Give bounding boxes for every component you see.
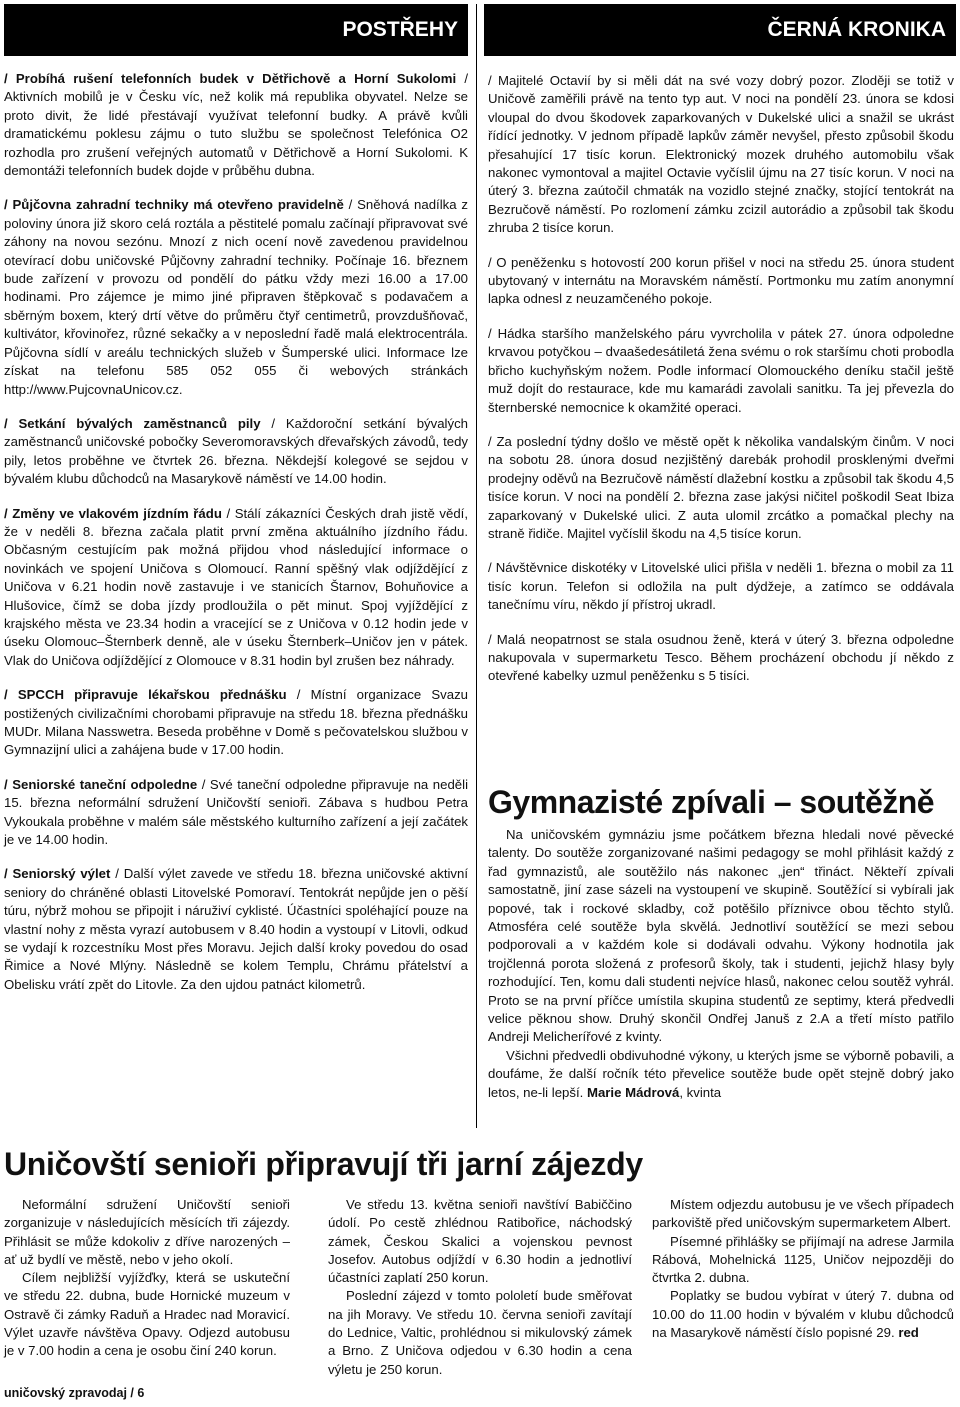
section-title-postrehy: POSTŘEHY [342, 18, 458, 41]
page-footer: uničovský zpravodaj / 6 [4, 1386, 145, 1400]
news-item: / Seniorský výlet / Další výlet zavede ve středu 18. března uničovské aktivní seniory do chráněné oblasti Litovelské Pomoraví. Tentokrát nepůjde jen o pěší túru, nýbrž mohou se připojit i náruživí cyklisté. Účastníci spoléhající pouze na vlastní nohy z města vyrazí autobusem v 8.40 hodin a vystoupí v Litovli, odkud se vydají k rozcestníku Most přes Moravu. Jejich další kroky povedou do osad Řimice a Nové Mlýny. Následně se kolem Templu, Chrámu přátelství a Obelisku vrátí zpět do Litovle. Za den ujdou patnáct kilometrů. [4, 866, 469, 992]
crime-item: / Hádka staršího manželského páru vyvrcholila v pátek 27. února odpoledne krvavou potyčkou – dvaašedesátiletá žena svému o rok staršímu choti probodla břicho kuchyňským nožem. Podle informací Olomouckého deníku stačil ještě muž dojít do restaurace, kde mu kamarádi zavolali sanitku. Ta jej převezla do šternberské nemocnice k okamžité operaci. [488, 325, 954, 415]
seniori-column-2: Ve středu 13. května senioři navštíví Babiččino údolí. Po cestě zhlédnou Ratibořice, náchodský zámek, Českou Skalici a vojenskou pevnost Josefov. Autobus odjíždí v 6.30 hodin a jednotliví účastníci zaplatí 250 korun. Poslední zájezd v tomto pololetí bude směřovat na jih Moravy. Ve středu 10. června senioři zavítají do Lednice, Valtic, prohlédnou si mikulovský zámek a Brno. Z Uničova odjedou v 6.30 hodin a cena výletu je 250 korun. [328, 1197, 632, 1377]
seniori-column-3: Místem odjezdu autobusu je ve všech případech parkoviště před uničovským supermarketem Albert. Písemné přihlášky se přijímají na adrese Jarmila Rábová, Mohelnická 1125, Uničov nejpozději do čtvrtka 2. dubna. Poplatky se budou vybírat v úterý 7. dubna od 10.00 do 11.00 hodin v bývalém v klubu důchodců na Masarykově náměstí číslo popisné 29. red [652, 1197, 954, 1341]
crime-item: / O peněženku s hotovostí 200 korun přišel v noci na středu 25. února student ubytovaný v internátu na Moravském náměstí. Portmonku mu zatím anonymní lapka odnesl z neuzamčeného pokoje. [488, 254, 954, 307]
crime-item: / Za poslední týdny došlo ve městě opět k několika vandalským činům. V noci na sobotu 28. února dosud nezjištěný darebák prohodil prosklenými dveřmi prodejny oděvů na Bezručově náměstí dlažební kostku a způsobil tak škodu 4,5 tisíce korun. V noci na pondělí 2. března zase jakýsi ničitel poškodil Seat Ibiza zaparkovaný v Dukelské ulici. Z auta ulomil zrcátko a pomačkal plechy na straně řidiče. Majitel vyčíslil škodu na 4,5 tisíce korun. [488, 433, 954, 541]
article-paragraph: Na uničovském gymnáziu jsme počátkem března hledali nové pěvecké talenty. Do soutěže zorganizované našimi pedagogy se mohl přihlásit každý z řad gymnazistů, ale soutěžilo nás nakonec „jen“ třináct. Někteří zpívali samostatně, jiní zase sázeli na vystoupení ve skupině. Soutěžící si vybírali jak popové, tak i rockové skladby, což potěšilo příznivce obou těchto stylů. Atmosféra celé soutěže byla skvělá. Jednotliví soutěžící se mezi sebou podporovali a v každém kole si dodávali odvahu. Výkony hodnotila jak trojčlenná porota složená z profesorů školy, tak i studenti, jejichž hlasy byly rozhodující. Ten, komu dali studenti nejvíce hlasů, nakonec celou soutěž vyhrál. Proto se na první příčce umístila skupina studentů ze septimy, která předvedli velice pěknou show. Druhý skončil Ondřej Januš z 2.A a třetí místo patřilo Andreji Melicherířové z kvinty. [488, 827, 954, 1045]
seniori-column-1: Neformální sdružení Uničovští senioři zorganizuje v následujících měsících tři zájezdy. Přihlásit se může kdokoliv z dříve narozených – ať už bydlí ve městě, nebo v jeho okolí. Cílem nejbližší vyjížďky, která se uskuteční ve středu 22. dubna, bude Hornické muzeum v Ostravě či zámky Raduň a Hradec nad Moravicí. Výlet uzavře návštěva Opavy. Odjezd autobusu je v 7.00 hodin a cena je osobu činí 240 korun. [4, 1197, 290, 1359]
news-item: / SPCCH připravuje lékařskou přednášku / Místní organizace Svazu postižených civilizačními chorobami připravuje na středu 18. března přednášku MUDr. Milana Nasswetra. Beseda proběhne v Domě s pečovatelskou službou v Gymnazijní ulici a zahájena bude v 17.00 hodin. [4, 687, 468, 758]
news-item: / Seniorské taneční odpoledne / Své taneční odpoledne připravuje na neděli 15. března neformální sdružení Uničovští senioři. Zábava s hudbou Petra Vykoukala proběhne v malém sále městského kulturního zařízení a její začátek je ve 14.00 hodin. [4, 776, 469, 848]
crime-item: / Návštěvnice diskotéky v Litovelské ulici přišla v neděli 1. března o mobil za 11 tisíc korun. Telefon si odložila na pult dýdžeje, a zatímco se oddávala tanečnímu víru, někdo jí přístroj ukradl. [488, 560, 954, 613]
crime-item: / Malá neopatrnost se stala osudnou ženě, která v úterý 3. března odpoledne nakupovala v supermarketu Tesco. Během procházení obchodu jí někdo z otevřené kabelky uzmul peněženku s 5 tisíci. [488, 631, 954, 684]
news-item: / Půjčovna zahradní techniky má otevřeno pravidelně / Sněhová nadílka z poloviny února již skoro celá roztála a pěstitelé pomalu začínají připravovat své záhony na novou sezónu. Mnozí z nich ocení nově zavedenou pravidelnou otevírací dobu uničovské Půjčovny zahradní techniky. Počínaje 16. březnem bude zařízení v provozu od pondělí do pátku vždy mezi 16.00 a 17.00 hodinami. Pro zájemce je mimo jiné připraven štěpkovač s podavačem a sběrným boxem, který drtí větve do průměru čtyř centimetrů, provzdušňovač, kultivátor, křovinořez, různé sekačky a v neposlední řadě malá elektrocentrála. Půjčovna sídlí v areálu technických služeb v Šumperské ulici. Informace lze získat na telefonu 585 052 055 či webových stránkách http://www.PujcovnaUnicov.cz. [4, 197, 468, 397]
article-body-gymnazium [488, 826, 954, 1102]
article-paragraph: Všichni předvedli obdivuhodné výkony, u kterých jsme se výborně pobavili, a doufáme, že další ročník této převelice soutěže bude opět stejně dobrý jako letos, ne-li lepší. Marie Mádrová, kvinta [488, 1047, 954, 1100]
article-title-gymnazium: Gymnazisté zpívali – soutěžně [488, 784, 935, 820]
section-title-cerna-kronika: ČERNÁ KRONIKA [767, 18, 946, 41]
postrehy-column [4, 70, 468, 1010]
author-name: Marie Mádrová [586, 1084, 680, 1100]
article-title-seniori: Uničovští senioři připravují tři jarní zájezdy [4, 1146, 643, 1182]
column-divider [476, 4, 477, 1128]
section-header-cerna-kronika [484, 4, 956, 56]
news-item: / Setkání bývalých zaměstnanců pily / Každoroční setkání bývalých zaměstnanců uničovské pobočky Severomoravských dřevařských závodů, tedy pily, letos proběhne ve čtvrtek 26. března. Někdejší kolegové se sejdou v bývalém klubu důchodců na Masarykově náměstí ve 14.00 hodin. [4, 415, 468, 487]
crime-item: / Majitelé Octavií by si měli dát na své vozy dobrý pozor. Zloději se totiž v Uničově zaměřili právě na tento typ aut. V noci na pondělí 23. února se kdosi vloupal do dvou škodovek zaparkovaných v Dukelské ulici a snažil se ukrást řídící jednotky. V jednom případě lapkův záměr nevyšel, přesto způsobil škodu přesahující 17 tisíc korun. Elektronický mozek druhého automobilu však nakonec vymontoval a majitel Octavie vyčíslil újmu na 27 tisíc korun. V noci na úterý 3. března zaútočil chmaták na vozidlo stejné značky, stojící tentokrát na Bezručově náměstí. Po rozlomení zámku zcizil autorádio a způsobil tak škodu zhruba 2 tisíce korun. [488, 73, 954, 236]
signature: red [898, 1325, 919, 1341]
news-item: / Změny ve vlakovém jízdním řádu / Stálí zákazníci Českých drah jistě vědí, že v neděli 8. března začala platit první změna aktuálního jízdního řádu. Občasným cestujícím pak možná přijdou vhod následující informace o novinkách ve spojení Uničova s Olomoucí. Ranní spěšný vlak odjíždějící z Uničova v 6.21 hodin nově zastavuje i ve stanicích Štarnov, Bohuňovice a Hlušovice, čímž se doba jízdy prodloužila o pět minut. Spoj vyjíždějící z krajského města ve 23.34 hodin a vracející se z Uničova v 0.12 hodin jede v úseku Olomouc–Šternberk denně, ale v úseku Šternberk–Uničov jen v pátek. Vlak do Uničova odjíždějící z Olomouce v 8.31 hodin byl zrušen bez náhrady. [4, 505, 468, 668]
kronika-column [488, 72, 954, 702]
news-item: / Probíhá rušení telefonních budek v Dětřichově a Horní Sukolomi / Aktivních mobilů je v Česku víc, než kolik má republika obyvatel. Nelze se proto divit, že lidé přestávají využívat telefonní budky. A právě kvůli dramatickému poklesu zájmu o tuto službu se společnost Telefónica O2 rozhodla pro zrušení veřejných automatů v Dětřichově a Horní Sukolomi. K demontáži telefonních budek dojde v průběhu dubna. [4, 71, 468, 179]
section-header-postrehy [4, 4, 468, 56]
